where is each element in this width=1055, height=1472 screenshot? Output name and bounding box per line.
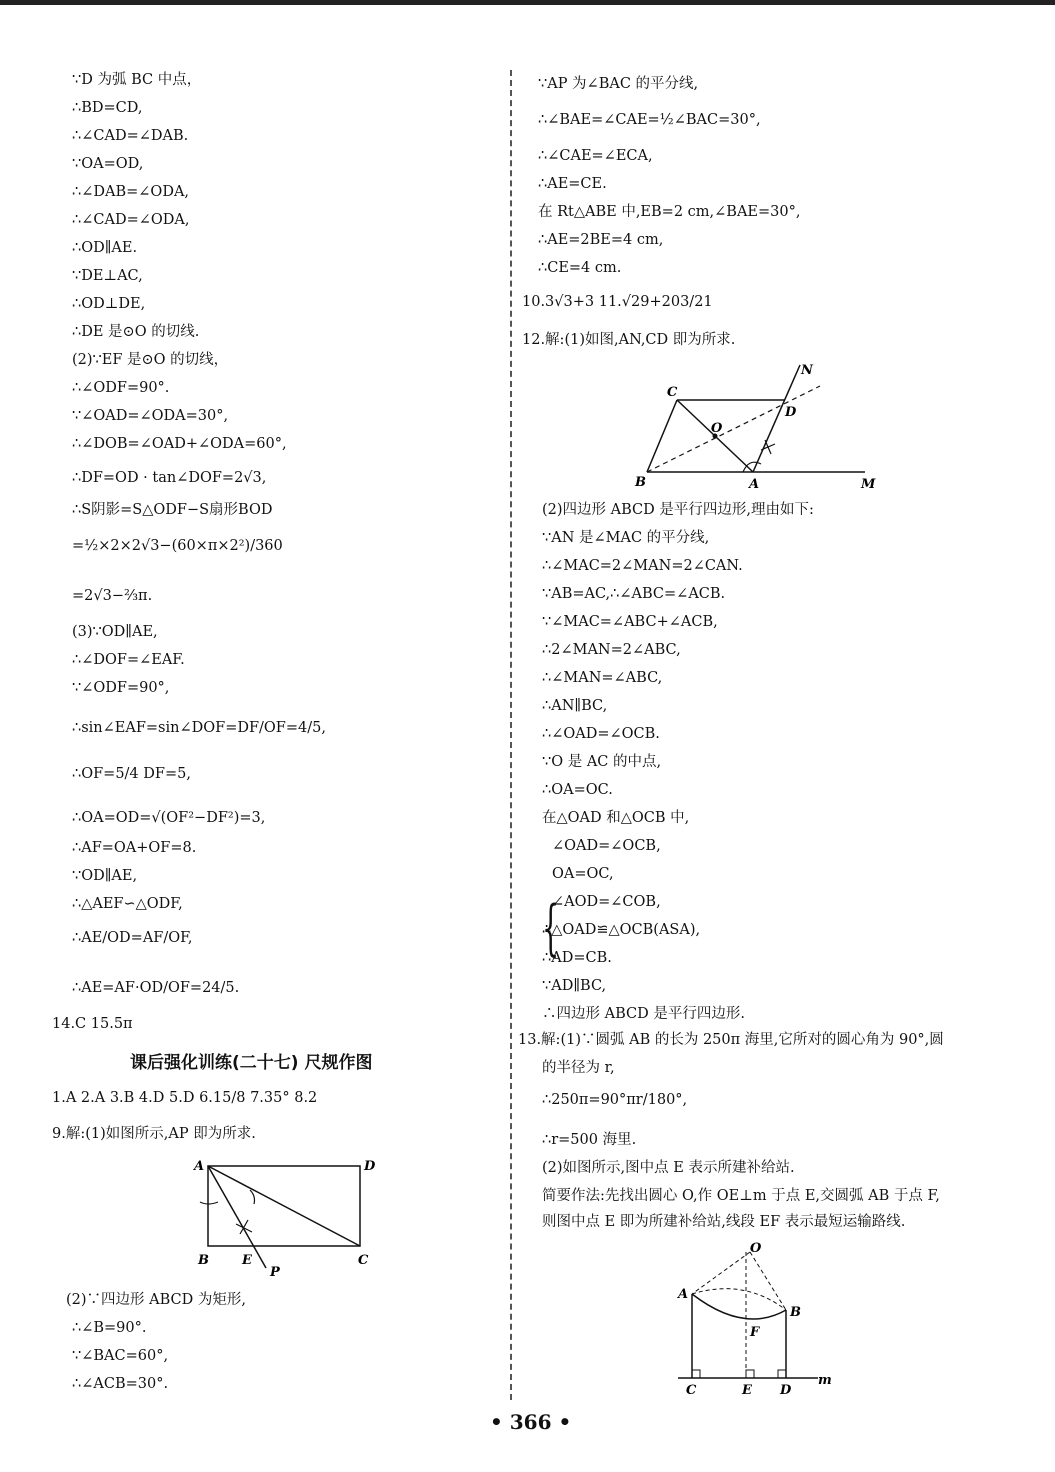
text-line: OA=OC, bbox=[552, 866, 614, 882]
label-o: O bbox=[711, 421, 723, 436]
text-line: ∵AP 为∠BAC 的平分线, bbox=[538, 76, 699, 92]
text-line: ∴∠DOF=∠EAF. bbox=[72, 652, 185, 668]
label-d: D bbox=[785, 405, 797, 420]
text-line: ∴CE=4 cm. bbox=[538, 260, 622, 276]
text-line: ∴OA=OD=√(OF²−DF²)=3, bbox=[72, 810, 266, 826]
text-line: ∴∠MAN=∠ABC, bbox=[542, 670, 663, 686]
radius-oa bbox=[692, 1252, 750, 1294]
page-number: • 366 • bbox=[490, 1410, 572, 1434]
text-line: ∴∠CAD=∠ODA, bbox=[72, 212, 190, 228]
label-m: m bbox=[818, 1373, 832, 1388]
text-line: ∴AF=OA+OF=8. bbox=[72, 840, 197, 856]
text-line: (2)四边形 ABCD 是平行四边形,理由如下: bbox=[542, 502, 814, 518]
text-line: 简要作法:先找出圆心 O,作 OE⊥m 于点 E,交圆弧 AB 于点 F, bbox=[542, 1188, 940, 1204]
text-line: ∴∠MAC=2∠MAN=2∠CAN. bbox=[542, 558, 743, 574]
text-line: 在 Rt△ABE 中,EB=2 cm,∠BAE=30°, bbox=[538, 204, 801, 220]
label-n: N bbox=[801, 363, 813, 378]
text-line: (2)∵四边形 ABCD 为矩形, bbox=[66, 1292, 246, 1308]
text-line: ∴OF=5/4 DF=5, bbox=[72, 766, 191, 782]
answer-line: 9.解:(1)如图所示,AP 即为所求. bbox=[52, 1126, 256, 1142]
figure-12-parallelogram bbox=[625, 360, 885, 495]
right-angle bbox=[746, 1370, 754, 1378]
text-line: ∴∠ODF=90°. bbox=[72, 380, 170, 396]
side-bc bbox=[647, 400, 677, 472]
label-a: A bbox=[678, 1287, 689, 1302]
text-line: ∵AN 是∠MAC 的平分线, bbox=[542, 530, 710, 546]
system-brace: { bbox=[542, 893, 560, 963]
text-line: ∠OAD=∠OCB, bbox=[552, 838, 661, 854]
text-line: ∵∠OAD=∠ODA=30°, bbox=[72, 408, 229, 424]
text-line: ∵∠ODF=90°, bbox=[72, 680, 170, 696]
text-line: ∴S阴影=S△ODF−S扇形BOD bbox=[72, 502, 273, 518]
label-a: A bbox=[194, 1159, 205, 1174]
arc-mark bbox=[761, 440, 775, 454]
text-line: ∴四边形 ABCD 是平行四边形. bbox=[542, 1006, 745, 1022]
text-line: ∴∠CAD=∠DAB. bbox=[72, 128, 189, 144]
label-c: C bbox=[667, 385, 678, 400]
label-p: P bbox=[270, 1265, 280, 1280]
label-b: B bbox=[790, 1305, 801, 1320]
text-line: ∵OA=OD, bbox=[72, 156, 144, 172]
text-line: ∴∠OAD=∠OCB. bbox=[542, 726, 660, 742]
text-line: ∴OD∥AE. bbox=[72, 240, 138, 256]
label-b: B bbox=[635, 475, 646, 490]
text-line: ∴AN∥BC, bbox=[542, 698, 608, 714]
label-c: C bbox=[358, 1253, 369, 1268]
answer-line: 1.A 2.A 3.B 4.D 5.D 6.15/8 7.35° 8.2 bbox=[52, 1090, 318, 1106]
text-line: ∠AOD=∠COB, bbox=[552, 894, 661, 910]
text-line: ∴∠ACB=30°. bbox=[72, 1376, 169, 1392]
text-line: ∴∠BAE=∠CAE=½∠BAC=30°, bbox=[538, 112, 761, 128]
dashed-chord bbox=[692, 1289, 786, 1310]
text-line: ∴OA=OC. bbox=[542, 782, 613, 798]
answer-line: 12.解:(1)如图,AN,CD 即为所求. bbox=[522, 332, 736, 348]
text-line: ∴△AEF∽△ODF, bbox=[72, 896, 183, 912]
right-angle bbox=[692, 1370, 700, 1378]
section-title: 课后强化训练(二十七) 尺规作图 bbox=[130, 1053, 373, 1073]
text-line: ∵D 为弧 BC 中点， bbox=[72, 72, 202, 88]
label-f: F bbox=[750, 1325, 760, 1340]
figure-13-arc bbox=[670, 1238, 840, 1400]
arc-ab bbox=[692, 1294, 786, 1319]
right-angle bbox=[778, 1370, 786, 1378]
text-line: =½×2×2√3−(60×π×2²)/360 bbox=[72, 538, 283, 554]
text-line: ∴DF=OD · tan∠DOF=2√3, bbox=[72, 470, 267, 486]
text-line: (2)∵EF 是⊙O 的切线， bbox=[72, 352, 229, 368]
text-line: ∴BD=CD, bbox=[72, 100, 143, 116]
arc-mark bbox=[236, 1220, 252, 1234]
text-line: ∴r=500 海里. bbox=[542, 1132, 637, 1148]
text-line: ∴∠CAE=∠ECA, bbox=[538, 148, 653, 164]
text-line: =2√3−⅔π. bbox=[72, 588, 153, 604]
text-line: ∴2∠MAN=2∠ABC, bbox=[542, 642, 681, 658]
answer-line: 10.3√3+3 11.√29+203/21 bbox=[522, 294, 713, 310]
text-line: ∴OD⊥DE, bbox=[72, 296, 146, 312]
label-d: D bbox=[364, 1159, 376, 1174]
arc-mark bbox=[200, 1202, 218, 1204]
text-line: ∴AE=AF·OD/OF=24/5. bbox=[72, 980, 240, 996]
text-line: ∴AD=CB. bbox=[542, 950, 612, 966]
column-divider bbox=[510, 70, 512, 1400]
text-line: ∵OD∥AE, bbox=[72, 868, 138, 884]
label-a: A bbox=[749, 477, 760, 492]
radius-ob bbox=[750, 1252, 786, 1310]
text-line: ∴AE=2BE=4 cm, bbox=[538, 232, 664, 248]
text-line: ∵AB=AC,∴∠ABC=∠ACB. bbox=[542, 586, 726, 602]
label-b: B bbox=[198, 1253, 209, 1268]
answer-line: 14.C 15.5π bbox=[52, 1016, 133, 1032]
text-line: ∵DE⊥AC, bbox=[72, 268, 143, 284]
label-d: D bbox=[780, 1383, 792, 1398]
text-line: 在△OAD 和△OCB 中, bbox=[542, 810, 690, 826]
text-line: 的半径为 r, bbox=[542, 1060, 615, 1076]
text-line: 则图中点 E 即为所建补给站,线段 EF 表示最短运输路线. bbox=[542, 1214, 906, 1230]
text-line: ∴∠DOB=∠OAD+∠ODA=60°, bbox=[72, 436, 287, 452]
text-line: ∴AE/OD=AF/OF, bbox=[72, 930, 193, 946]
text-line: ∴sin∠EAF=sin∠DOF=DF/OF=4/5, bbox=[72, 720, 326, 736]
label-o: O bbox=[750, 1241, 762, 1256]
text-line: ∴DE 是⊙O 的切线. bbox=[72, 324, 200, 340]
answer-line: 13.解:(1)∵圆弧 AB 的长为 250π 海里,它所对的圆心角为 90°,圆 bbox=[518, 1032, 944, 1048]
arc-mark bbox=[250, 1190, 255, 1204]
text-line: ∴250π=90°πr/180°, bbox=[542, 1092, 688, 1108]
text-line: ∵O 是 AC 的中点, bbox=[542, 754, 662, 770]
text-line: ∵∠MAC=∠ABC+∠ACB, bbox=[542, 614, 718, 630]
label-e: E bbox=[742, 1383, 752, 1398]
label-e: E bbox=[242, 1253, 252, 1268]
figure-9-rectangle bbox=[190, 1152, 390, 1282]
text-line: ∴△OAD≌△OCB(ASA), bbox=[542, 922, 701, 938]
text-line: ∴AE=CE. bbox=[538, 176, 607, 192]
label-c: C bbox=[686, 1383, 697, 1398]
top-border bbox=[0, 0, 1055, 5]
text-line: ∴∠B=90°. bbox=[72, 1320, 147, 1336]
label-m: M bbox=[861, 477, 876, 492]
text-line: ∵∠BAC=60°, bbox=[72, 1348, 169, 1364]
text-line: (2)如图所示,图中点 E 表示所建补给站. bbox=[542, 1160, 795, 1176]
text-line: ∵AD∥BC, bbox=[542, 978, 607, 994]
text-line: ∴∠DAB=∠ODA, bbox=[72, 184, 190, 200]
text-line: (3)∵OD∥AE, bbox=[72, 624, 158, 640]
